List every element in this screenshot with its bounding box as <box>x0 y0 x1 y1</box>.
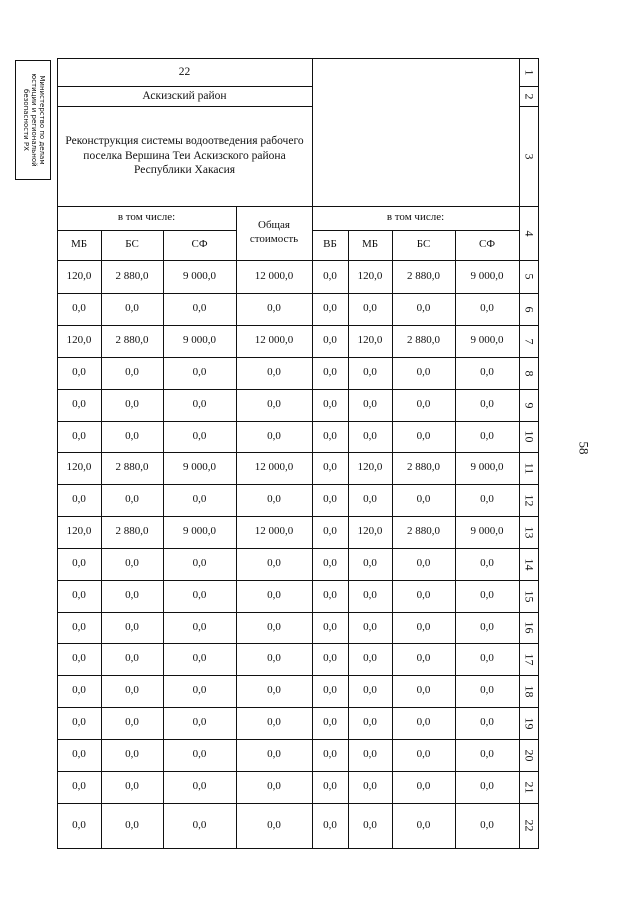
table-cell: 0,0 <box>416 780 431 793</box>
table-cell: 0,0 <box>192 302 207 315</box>
table-cell: 0,0 <box>363 493 377 506</box>
column-header: МБ <box>70 238 88 251</box>
table-cell: 0,0 <box>363 652 377 665</box>
table-cell: 0,0 <box>72 557 86 570</box>
table-cell: 12 000,0 <box>254 461 294 474</box>
table-cell: 0,0 <box>480 780 494 793</box>
table-cell: 2 880,0 <box>115 269 149 282</box>
table-cell: 2 880,0 <box>115 461 149 474</box>
row-number <box>519 325 539 357</box>
table-cell: 9 000,0 <box>183 269 216 282</box>
table-cell: 0,0 <box>416 429 431 442</box>
table-cell: 0,0 <box>192 780 207 793</box>
table-cell: 2 880,0 <box>407 525 440 538</box>
row-number-label: 4 <box>522 230 537 236</box>
table-cell: 120,0 <box>66 269 92 282</box>
table-cell: 120,0 <box>66 525 92 538</box>
row-number <box>519 675 539 707</box>
table-cell: 0,0 <box>267 684 281 697</box>
table-cell: 0,0 <box>267 398 281 411</box>
row-number <box>519 206 539 260</box>
table-cell: 0,0 <box>323 589 337 602</box>
column-header: СФ <box>191 238 208 251</box>
table-cell: 0,0 <box>192 429 207 442</box>
row-number <box>519 421 539 452</box>
page-number: 58 <box>576 441 591 455</box>
table-cell: 0,0 <box>125 366 139 379</box>
table-cell: 0,0 <box>323 398 337 411</box>
project-name: Реконструкция системы водоотведения рабочего поселка Вершина Теи Аскизского района Республики Хакасия <box>65 135 304 177</box>
table-cell: 0,0 <box>323 525 337 538</box>
table-cell: 0,0 <box>267 620 281 633</box>
row-number <box>519 548 539 580</box>
row-number <box>519 484 539 516</box>
table-cell: 0,0 <box>125 398 139 411</box>
table-cell: 0,0 <box>323 366 337 379</box>
table-cell: 0,0 <box>267 818 281 831</box>
table-cell: 120,0 <box>357 461 383 474</box>
table-cell: 0,0 <box>363 620 377 633</box>
row-number-label: 22 <box>522 819 537 832</box>
row-number-label: 12 <box>522 494 537 506</box>
table-cell: 0,0 <box>480 302 494 315</box>
table-cell: 0,0 <box>480 557 494 570</box>
table-cell: 0,0 <box>72 366 86 379</box>
table-cell: 0,0 <box>267 652 281 665</box>
table-cell: 0,0 <box>125 429 139 442</box>
table-cell: 0,0 <box>480 716 494 729</box>
table-cell: 0,0 <box>363 429 377 442</box>
table-cell: 0,0 <box>416 493 431 506</box>
table-cell: 0,0 <box>416 748 431 761</box>
row-number-label: 20 <box>522 749 537 761</box>
table-cell: 0,0 <box>267 716 281 729</box>
row-number <box>519 106 539 206</box>
table-cell: 0,0 <box>72 589 86 602</box>
table-cell: 0,0 <box>72 493 86 506</box>
table-cell: 0,0 <box>363 302 377 315</box>
row-number-label: 8 <box>522 370 537 376</box>
table-cell: 0,0 <box>125 748 139 761</box>
table-cell: 0,0 <box>480 620 494 633</box>
including-right-label: в том числе: <box>386 211 445 224</box>
row-number <box>519 58 539 86</box>
row-number-label: 5 <box>522 273 537 280</box>
table-cell: 0,0 <box>192 366 207 379</box>
row-number-label: 14 <box>522 558 537 570</box>
table-cell: 0,0 <box>363 398 377 411</box>
table-cell: 0,0 <box>72 398 86 411</box>
table-cell: 0,0 <box>72 652 86 665</box>
table-cell: 9 000,0 <box>183 461 216 474</box>
table-cell: 0,0 <box>480 366 494 379</box>
row-number-label: 11 <box>522 462 537 474</box>
table-cell: 0,0 <box>72 818 86 831</box>
table-cell: 0,0 <box>480 748 494 761</box>
table-cell: 0,0 <box>323 493 337 506</box>
table-cell: 0,0 <box>72 429 86 442</box>
district-name: Аскизский район <box>142 89 227 102</box>
row-number-label: 17 <box>522 653 537 665</box>
table-cell: 0,0 <box>125 652 139 665</box>
row-number-label: 10 <box>522 430 537 443</box>
row-number <box>519 771 539 803</box>
row-number <box>519 86 539 106</box>
table-cell: 0,0 <box>323 716 337 729</box>
row-number-label: 13 <box>522 526 537 538</box>
table-cell: 0,0 <box>363 589 377 602</box>
table-cell: 120,0 <box>357 334 383 347</box>
row-number-label: 3 <box>522 153 537 159</box>
row-number <box>519 389 539 421</box>
table-cell: 9 000,0 <box>183 525 216 538</box>
table-cell: 0,0 <box>267 302 281 315</box>
table-cell: 0,0 <box>192 652 207 665</box>
table-cell: 0,0 <box>267 493 281 506</box>
table-cell: 0,0 <box>480 589 494 602</box>
row-number-label: 2 <box>522 93 537 99</box>
row-number-label: 1 <box>522 69 537 75</box>
column-header: ВБ <box>323 238 337 251</box>
row-number <box>519 357 539 389</box>
row-number <box>519 612 539 643</box>
table-cell: 2 880,0 <box>115 334 149 347</box>
table-cell: 0,0 <box>267 366 281 379</box>
table-cell: 9 000,0 <box>470 269 504 282</box>
object-number: 22 <box>178 65 191 78</box>
row-number <box>519 452 539 484</box>
row-number <box>519 803 539 848</box>
table-cell: 0,0 <box>125 557 139 570</box>
table-cell: 0,0 <box>323 461 337 474</box>
table-cell: 0,0 <box>72 620 86 633</box>
table-cell: 120,0 <box>357 525 383 538</box>
table-cell: 120,0 <box>66 461 92 474</box>
table-cell: 0,0 <box>125 818 139 831</box>
table-cell: 0,0 <box>192 557 207 570</box>
row-number-label: 15 <box>522 590 537 602</box>
table-cell: 0,0 <box>125 589 139 602</box>
row-number-label: 6 <box>522 306 537 312</box>
row-number-label: 7 <box>522 338 537 344</box>
table-cell: 0,0 <box>480 398 494 411</box>
table-cell: 0,0 <box>323 684 337 697</box>
table-cell: 0,0 <box>323 780 337 793</box>
table-cell: 0,0 <box>363 716 377 729</box>
table-cell: 12 000,0 <box>254 525 294 538</box>
table-cell: 0,0 <box>480 652 494 665</box>
column-header: СФ <box>478 238 496 251</box>
table-cell: 0,0 <box>416 716 431 729</box>
column-header: МБ <box>361 238 379 251</box>
table-border-bottom <box>57 848 539 849</box>
table-cell: 9 000,0 <box>470 461 504 474</box>
table-cell: 0,0 <box>192 493 207 506</box>
table-cell: 0,0 <box>416 398 431 411</box>
table-cell: 0,0 <box>416 620 431 633</box>
row-number <box>519 260 539 293</box>
table-cell: 0,0 <box>363 748 377 761</box>
row-number-label: 9 <box>522 402 537 408</box>
table-cell: 0,0 <box>267 557 281 570</box>
table-cell: 0,0 <box>267 780 281 793</box>
table-cell: 0,0 <box>416 818 431 831</box>
table-cell: 0,0 <box>267 429 281 442</box>
ministry-stamp <box>15 60 51 180</box>
table-cell: 0,0 <box>323 302 337 315</box>
table-cell: 0,0 <box>480 493 494 506</box>
stamp-line-1: Министерство по делам <box>37 75 46 165</box>
table-cell: 0,0 <box>323 269 337 282</box>
table-cell: 0,0 <box>323 429 337 442</box>
table-cell: 9 000,0 <box>183 334 216 347</box>
table-cell: 0,0 <box>125 302 139 315</box>
table-cell: 0,0 <box>416 589 431 602</box>
row-number-label: 21 <box>522 781 537 793</box>
table-cell: 0,0 <box>192 716 207 729</box>
table-cell: 2 880,0 <box>407 334 440 347</box>
table-cell: 0,0 <box>267 748 281 761</box>
stamp-line-3: безопасности РХ <box>22 89 31 151</box>
table-cell: 0,0 <box>125 716 139 729</box>
row-number <box>519 516 539 548</box>
table-cell: 0,0 <box>192 818 207 831</box>
table-cell: 0,0 <box>480 684 494 697</box>
table-cell: 0,0 <box>125 493 139 506</box>
table-cell: 0,0 <box>323 652 337 665</box>
table-cell: 0,0 <box>192 620 207 633</box>
row-number-label: 19 <box>522 717 537 729</box>
row-number <box>519 707 539 739</box>
table-cell: 0,0 <box>363 780 377 793</box>
table-cell: 0,0 <box>192 589 207 602</box>
table-cell: 2 880,0 <box>407 269 440 282</box>
table-cell: 0,0 <box>416 557 431 570</box>
row-number-label: 18 <box>522 685 537 697</box>
row-number <box>519 293 539 325</box>
table-cell: 0,0 <box>363 557 377 570</box>
table-cell: 0,0 <box>416 366 431 379</box>
table-cell: 0,0 <box>363 818 377 831</box>
total-cost-header: Общая стоимость <box>249 219 299 245</box>
including-left-label: в том числе: <box>117 211 176 224</box>
table-cell: 12 000,0 <box>254 269 294 282</box>
table-cell: 0,0 <box>363 366 377 379</box>
table-cell: 120,0 <box>357 269 383 282</box>
row-number-label: 16 <box>522 621 537 634</box>
table-cell: 0,0 <box>323 620 337 633</box>
table-cell: 0,0 <box>363 684 377 697</box>
table-cell: 0,0 <box>125 684 139 697</box>
table-cell: 0,0 <box>72 748 86 761</box>
table-cell: 0,0 <box>323 818 337 831</box>
table-cell: 0,0 <box>192 398 207 411</box>
table-cell: 9 000,0 <box>470 334 504 347</box>
table-cell: 0,0 <box>72 684 86 697</box>
table-cell: 0,0 <box>416 302 431 315</box>
table-cell: 0,0 <box>416 652 431 665</box>
table-cell: 12 000,0 <box>254 334 294 347</box>
table-cell: 0,0 <box>480 818 494 831</box>
table-cell: 0,0 <box>72 302 86 315</box>
row-number <box>519 739 539 771</box>
table-cell: 120,0 <box>66 334 92 347</box>
stamp-line-2: юстиции и региональной <box>29 73 38 167</box>
table-cell: 0,0 <box>323 748 337 761</box>
table-cell: 0,0 <box>416 684 431 697</box>
table-cell: 9 000,0 <box>470 525 504 538</box>
row-number <box>519 580 539 612</box>
table-cell: 2 880,0 <box>115 525 149 538</box>
table-cell: 0,0 <box>192 748 207 761</box>
table-cell: 0,0 <box>72 716 86 729</box>
table-cell: 0,0 <box>267 589 281 602</box>
table-cell: 0,0 <box>72 780 86 793</box>
table-cell: 0,0 <box>125 620 139 633</box>
table-cell: 0,0 <box>480 429 494 442</box>
column-header: БС <box>125 238 139 251</box>
table-cell: 0,0 <box>323 557 337 570</box>
column-header: БС <box>416 238 431 251</box>
table-cell: 0,0 <box>323 334 337 347</box>
row-number <box>519 643 539 675</box>
table-cell: 0,0 <box>125 780 139 793</box>
table-cell: 2 880,0 <box>407 461 440 474</box>
table-cell: 0,0 <box>192 684 207 697</box>
